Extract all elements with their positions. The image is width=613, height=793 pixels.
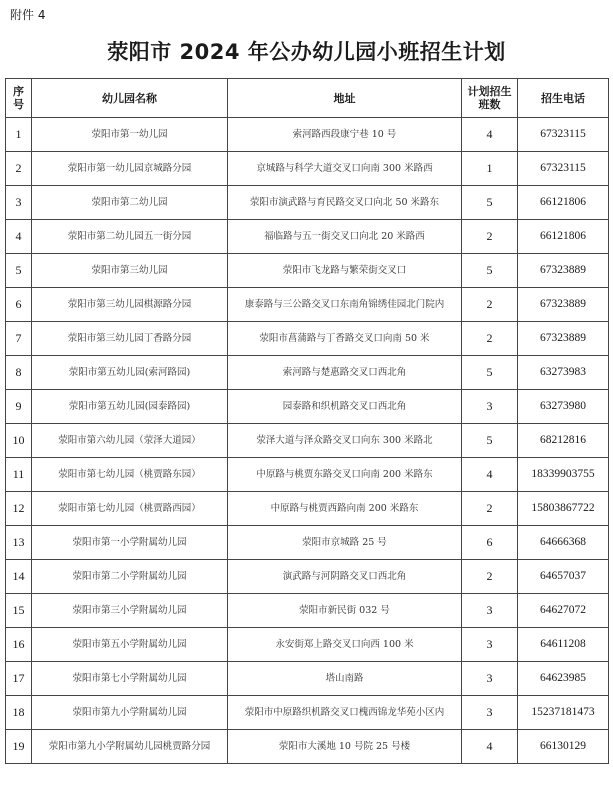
cell-planned-classes: 3 <box>462 662 518 696</box>
cell-planned-classes: 4 <box>462 730 518 764</box>
table-row <box>6 322 609 356</box>
cell-serial: 6 <box>6 288 32 322</box>
table-row <box>6 696 609 730</box>
cell-kindergarten-name: 荥阳市第一幼儿园 <box>32 118 228 152</box>
table-row <box>6 186 609 220</box>
cell-serial: 7 <box>6 322 32 356</box>
cell-phone: 64627072 <box>518 594 609 628</box>
cell-phone: 64611208 <box>518 628 609 662</box>
cell-address: 中原路与桃贾西路向南 200 米路东 <box>228 492 462 526</box>
cell-serial: 9 <box>6 390 32 424</box>
cell-phone: 15803867722 <box>518 492 609 526</box>
cell-address: 荥阳市中原路织机路交叉口槐西锦龙华苑小区内 <box>228 696 462 730</box>
table-row <box>6 526 609 560</box>
cell-serial: 13 <box>6 526 32 560</box>
cell-planned-classes: 5 <box>462 356 518 390</box>
cell-address: 园泰路和织机路交叉口西北角 <box>228 390 462 424</box>
table-body <box>6 118 609 764</box>
cell-planned-classes: 5 <box>462 254 518 288</box>
cell-serial: 5 <box>6 254 32 288</box>
cell-serial: 14 <box>6 560 32 594</box>
cell-phone: 18339903755 <box>518 458 609 492</box>
cell-kindergarten-name: 荥阳市第六幼儿园（荥泽大道园） <box>32 424 228 458</box>
cell-kindergarten-name: 荥阳市第三幼儿园 <box>32 254 228 288</box>
cell-serial: 16 <box>6 628 32 662</box>
cell-address: 索河路与楚惠路交叉口西北角 <box>228 356 462 390</box>
cell-planned-classes: 2 <box>462 560 518 594</box>
document-title: 荥阳市 2024 年公办幼儿园小班招生计划 <box>107 40 506 64</box>
table-row <box>6 662 609 696</box>
table-row <box>6 594 609 628</box>
cell-kindergarten-name: 荥阳市第九小学附属幼儿园桃贾路分园 <box>32 730 228 764</box>
cell-address: 演武路与河阴路交叉口西北角 <box>228 560 462 594</box>
header-phone: 招生电话 <box>518 79 609 118</box>
cell-serial: 1 <box>6 118 32 152</box>
table-row <box>6 220 609 254</box>
cell-address: 荥泽大道与泽众路交叉口向东 300 米路北 <box>228 424 462 458</box>
cell-phone: 67323889 <box>518 288 609 322</box>
cell-planned-classes: 2 <box>462 322 518 356</box>
cell-planned-classes: 4 <box>462 118 518 152</box>
cell-address: 永安街郑上路交叉口向西 100 米 <box>228 628 462 662</box>
cell-kindergarten-name: 荥阳市第三幼儿园丁香路分园 <box>32 322 228 356</box>
cell-address: 荥阳市演武路与育民路交叉口向北 50 米路东 <box>228 186 462 220</box>
table-row <box>6 492 609 526</box>
cell-kindergarten-name: 荥阳市第二幼儿园 <box>32 186 228 220</box>
cell-address: 京城路与科学大道交叉口向南 300 米路西 <box>228 152 462 186</box>
cell-kindergarten-name: 荥阳市第三小学附属幼儿园 <box>32 594 228 628</box>
cell-kindergarten-name: 荥阳市第九小学附属幼儿园 <box>32 696 228 730</box>
cell-serial: 8 <box>6 356 32 390</box>
cell-phone: 67323115 <box>518 152 609 186</box>
cell-kindergarten-name: 荥阳市第七小学附属幼儿园 <box>32 662 228 696</box>
header-planned-classes: 计划招生班数 <box>462 79 518 118</box>
cell-kindergarten-name: 荥阳市第五幼儿园(园泰路园) <box>32 390 228 424</box>
cell-planned-classes: 6 <box>462 526 518 560</box>
cell-kindergarten-name: 荥阳市第七幼儿园（桃贾路西园） <box>32 492 228 526</box>
cell-phone: 66121806 <box>518 186 609 220</box>
cell-kindergarten-name: 荥阳市第二小学附属幼儿园 <box>32 560 228 594</box>
cell-address: 索河路西段康宁巷 10 号 <box>228 118 462 152</box>
cell-address: 荥阳市新民街 032 号 <box>228 594 462 628</box>
cell-address: 康泰路与三公路交叉口东南角锦绣佳园北门院内 <box>228 288 462 322</box>
header-address: 地址 <box>228 79 462 118</box>
cell-address: 中原路与桃贾东路交叉口向南 200 米路东 <box>228 458 462 492</box>
cell-phone: 66121806 <box>518 220 609 254</box>
table-row <box>6 730 609 764</box>
header-kindergarten-name: 幼儿园名称 <box>32 79 228 118</box>
cell-serial: 10 <box>6 424 32 458</box>
table-row <box>6 424 609 458</box>
table-row <box>6 152 609 186</box>
cell-phone: 67323889 <box>518 254 609 288</box>
cell-phone: 15237181473 <box>518 696 609 730</box>
cell-serial: 15 <box>6 594 32 628</box>
attachment-label: 附件 4 <box>10 8 46 22</box>
table-row <box>6 458 609 492</box>
table-row <box>6 254 609 288</box>
table-row <box>6 560 609 594</box>
cell-kindergarten-name: 荥阳市第五幼儿园(索河路园) <box>32 356 228 390</box>
cell-serial: 19 <box>6 730 32 764</box>
cell-planned-classes: 2 <box>462 288 518 322</box>
cell-planned-classes: 2 <box>462 492 518 526</box>
cell-planned-classes: 5 <box>462 424 518 458</box>
cell-kindergarten-name: 荥阳市第五小学附属幼儿园 <box>32 628 228 662</box>
cell-address: 福临路与五一街交叉口向北 20 米路西 <box>228 220 462 254</box>
table-row <box>6 390 609 424</box>
cell-planned-classes: 5 <box>462 186 518 220</box>
cell-planned-classes: 3 <box>462 628 518 662</box>
cell-kindergarten-name: 荥阳市第三幼儿园棋源路分园 <box>32 288 228 322</box>
table-row <box>6 628 609 662</box>
cell-phone: 64657037 <box>518 560 609 594</box>
cell-address: 荥阳市飞龙路与繁荣街交叉口 <box>228 254 462 288</box>
cell-phone: 67323889 <box>518 322 609 356</box>
cell-phone: 63273980 <box>518 390 609 424</box>
cell-phone: 67323115 <box>518 118 609 152</box>
cell-kindergarten-name: 荥阳市第二幼儿园五一街分园 <box>32 220 228 254</box>
cell-planned-classes: 1 <box>462 152 518 186</box>
header-serial: 序号 <box>6 79 32 118</box>
enrollment-table <box>5 78 609 764</box>
cell-phone: 68212816 <box>518 424 609 458</box>
cell-serial: 11 <box>6 458 32 492</box>
cell-planned-classes: 4 <box>462 458 518 492</box>
cell-serial: 17 <box>6 662 32 696</box>
cell-address: 荥阳市菖蒲路与丁香路交叉口向南 50 米 <box>228 322 462 356</box>
table-row <box>6 118 609 152</box>
cell-serial: 4 <box>6 220 32 254</box>
cell-kindergarten-name: 荥阳市第七幼儿园（桃贾路东园） <box>32 458 228 492</box>
cell-planned-classes: 3 <box>462 594 518 628</box>
cell-address: 荥阳市京城路 25 号 <box>228 526 462 560</box>
cell-serial: 3 <box>6 186 32 220</box>
cell-phone: 66130129 <box>518 730 609 764</box>
table-row <box>6 288 609 322</box>
table-row <box>6 356 609 390</box>
cell-phone: 64666368 <box>518 526 609 560</box>
cell-address: 荥阳市大溪地 10 号院 25 号楼 <box>228 730 462 764</box>
cell-serial: 12 <box>6 492 32 526</box>
cell-phone: 64623985 <box>518 662 609 696</box>
cell-serial: 18 <box>6 696 32 730</box>
table-header-row <box>6 79 609 118</box>
cell-kindergarten-name: 荥阳市第一幼儿园京城路分园 <box>32 152 228 186</box>
cell-planned-classes: 2 <box>462 220 518 254</box>
cell-phone: 63273983 <box>518 356 609 390</box>
cell-planned-classes: 3 <box>462 696 518 730</box>
cell-planned-classes: 3 <box>462 390 518 424</box>
cell-kindergarten-name: 荥阳市第一小学附属幼儿园 <box>32 526 228 560</box>
cell-address: 塔山南路 <box>228 662 462 696</box>
cell-serial: 2 <box>6 152 32 186</box>
